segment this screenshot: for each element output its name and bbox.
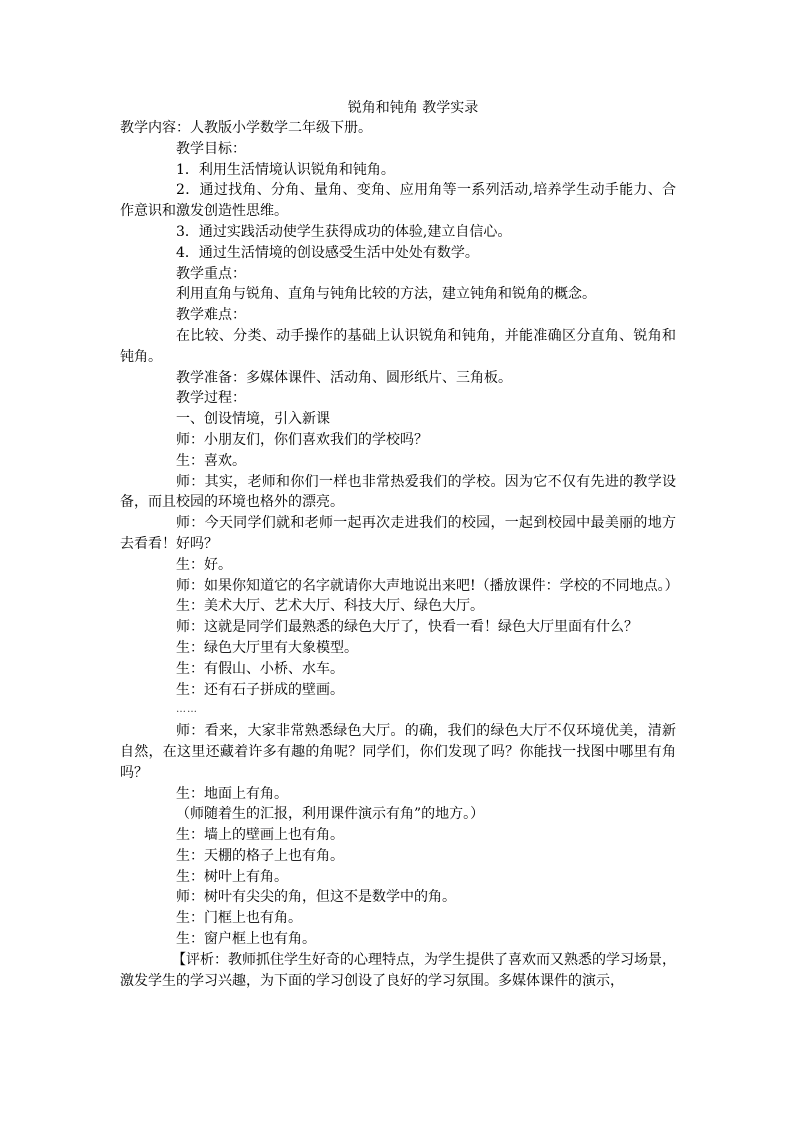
paragraph: 在比较、分类、动手操作的基础上认识锐角和钝角，并能准确区分直角、锐角和钝角。: [120, 327, 676, 365]
document-title: 锐角和钝角 教学实录: [347, 100, 479, 116]
paragraph: 4．通过生活情境的创设感受生活中处处有数学。: [176, 244, 479, 261]
paragraph: 生：美术大厅、艺术大厅、科技大厅、绿色大厅。: [176, 598, 484, 615]
paragraph: 2．通过找角、分角、量角、变角、应用角等一系列活动,培养学生动手能力、合作意识和激发创造性思维。: [120, 182, 676, 220]
paragraph: 生：有假山、小桥、水车。: [176, 660, 344, 677]
paragraph: 生：天棚的格子上也有角。: [176, 847, 344, 864]
paragraph: 生：窗户框上也有角。: [176, 931, 316, 948]
paragraph: 师：其实，老师和你们一样也非常热爱我们的学校。因为它不仅有先进的教学设备，而且校园的环境也格外的漂亮。: [120, 473, 676, 511]
paragraph: 教学目标：: [176, 140, 246, 157]
paragraph: 利用直角与锐角、直角与钝角比较的方法，建立钝角和锐角的概念。: [176, 286, 596, 303]
paragraph: 师：如果你知道它的名字就请你大声地说出来吧!（播放课件：学校的不同地点。）: [176, 577, 679, 594]
document-page: [120, 98, 679, 991]
paragraph: 一、创设情境，引入新课: [176, 411, 330, 428]
document-body: [120, 118, 679, 991]
paragraph: 师：小朋友们，你们喜欢我们的学校吗？: [176, 431, 428, 448]
paragraph: 师：看来，大家非常熟悉绿色大厅。的确，我们的绿色大厅不仅环境优美，清新自然，在这里还藏着许多有趣的角呢？同学们，你们发现了吗？你能找一找图中哪里有角吗？: [120, 723, 676, 781]
paragraph: 生：门框上也有角。: [176, 910, 302, 927]
paragraph: 生：好。: [176, 556, 232, 573]
paragraph: 教学过程：: [176, 390, 246, 407]
paragraph: 生：还有石子拼成的壁画。: [176, 681, 344, 698]
paragraph: 师：这就是同学们最熟悉的绿色大厅了，快看一看！绿色大厅里面有什么？: [176, 619, 638, 636]
paragraph: 生：喜欢。: [176, 452, 246, 469]
paragraph: 【评析：教师抓住学生好奇的心理特点，为学生提供了喜欢而又熟悉的学习场景，激发学生的学习兴趣，为下面的学习创设了良好的学习氛围。多媒体课件的演示，: [120, 951, 676, 989]
paragraph: 生：墙上的壁画上也有角。: [176, 827, 344, 844]
paragraph: 教学准备：多媒体课件、活动角、圆形纸片、三角板。: [176, 369, 512, 386]
ellipsis-line: ……: [176, 704, 198, 716]
paragraph: 生：地面上有角。: [176, 785, 288, 802]
paragraph: 1．利用生活情境认识锐角和钝角。: [176, 161, 395, 178]
paragraph: 师：今天同学们就和老师一起再次走进我们的校园，一起到校园中最美丽的地方去看看！好吗？: [120, 515, 676, 552]
paragraph: 师：树叶有尖尖的角，但这不是数学中的角。: [176, 889, 456, 906]
paragraph: 教学重点：: [176, 265, 246, 282]
paragraph: 3．通过实践活动使学生获得成功的体验,建立自信心。: [176, 223, 512, 240]
paragraph: 教学内容：人教版小学数学二年级下册。: [120, 120, 372, 136]
paragraph: 教学难点：: [176, 307, 246, 324]
paragraph: 生：树叶上有角。: [176, 868, 288, 885]
paragraph: 生：绿色大厅里有大象模型。: [176, 639, 358, 656]
paragraph: （师随着生的汇报，利用课件演示有角”的地方。）: [176, 806, 485, 823]
